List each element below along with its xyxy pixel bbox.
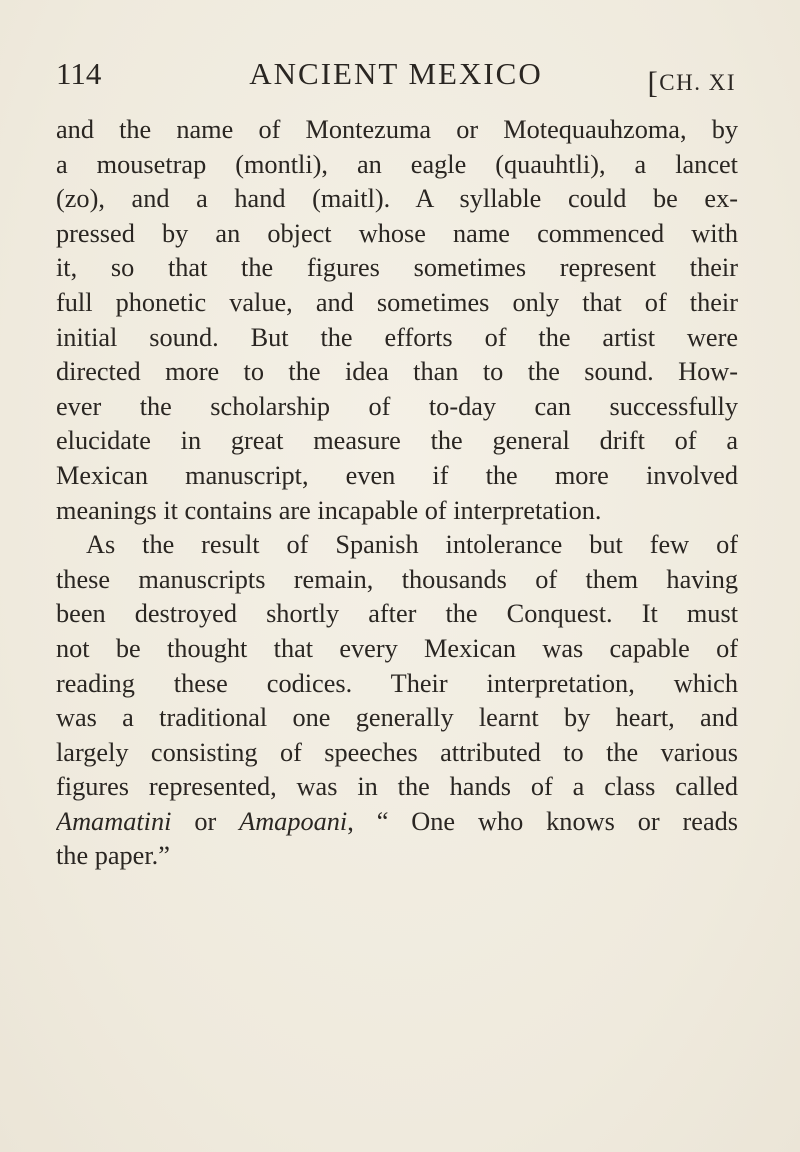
chapter-label: CH. XI — [659, 70, 736, 95]
text-line: full phonetic value, and sometimes only that of their — [56, 287, 738, 317]
page-number: 114 — [56, 56, 102, 91]
text-line-with-terms — [56, 805, 738, 840]
text-line: ever the scholarship of to-day can successfully — [56, 391, 738, 421]
term-amapoani: Amapoani — [239, 806, 348, 836]
text-line: was a traditional one generally learnt by heart, and — [56, 703, 738, 733]
body-text — [56, 113, 738, 874]
text-line: figures represented, was in the hands of a class called — [56, 772, 738, 802]
text-line: not be thought that every Mexican was capable of — [56, 633, 738, 663]
text-line: largely consisting of speeches attributed to the various — [56, 737, 738, 767]
text-line: been destroyed shortly after the Conquest. It must — [56, 599, 738, 629]
definition-quote: , “ One who knows or reads — [347, 806, 738, 836]
running-title: ANCIENT MEXICO — [249, 56, 543, 91]
final-line: the paper.” — [56, 841, 170, 871]
text-line: these manuscripts remain, thousands of them having — [56, 564, 738, 594]
text-line: elucidate in great measure the general drift of a — [56, 426, 738, 456]
text-line: (zo), and a hand (maitl). A syllable could be ex- — [56, 184, 738, 214]
running-head — [56, 56, 736, 100]
chapter-bracket: [ — [647, 65, 660, 100]
text-line: and the name of Montezuma or Motequauhzoma, by — [56, 115, 738, 144]
text-line: it, so that the figures sometimes represent their — [56, 253, 738, 283]
paragraph-start-line: As the result of Spanish intolerance but few of — [86, 530, 738, 560]
chapter-reference — [647, 62, 736, 98]
text-line: pressed by an object whose name commenced with — [56, 218, 738, 248]
text-line: a mousetrap (montli), an eagle (quauhtli), a lancet — [56, 149, 738, 179]
text-line: initial sound. But the efforts of the artist were — [56, 322, 738, 352]
text-line: reading these codices. Their interpretation, which — [56, 668, 738, 698]
text-line: Mexican manuscript, even if the more involved — [56, 460, 738, 490]
conjunction: or — [171, 806, 240, 836]
text-line: directed more to the idea than to the sound. How- — [56, 357, 738, 387]
term-amamatini: Amamatini — [56, 806, 172, 836]
paragraph-end-line: meanings it contains are incapable of interpretation. — [56, 495, 602, 525]
